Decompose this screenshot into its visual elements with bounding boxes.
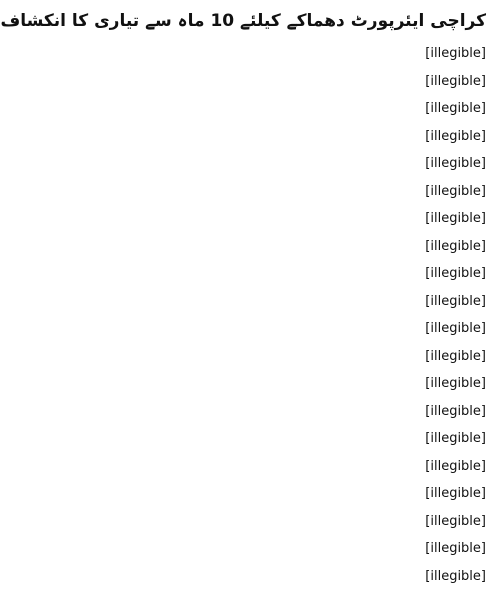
article-line: [illegible] [425,321,486,336]
article-line: [illegible] [425,266,486,281]
article-line: [illegible] [425,486,486,501]
article-line: [illegible] [425,431,486,446]
article-line: [illegible] [425,211,486,226]
article-line: [illegible] [425,541,486,556]
article-line: [illegible] [425,403,486,419]
article-line: [illegible] [425,513,486,529]
article-body [69,40,486,590]
article-line: [illegible] [425,128,486,144]
article-line: [illegible] [425,376,486,391]
article-line: [illegible] [425,73,486,89]
article-line: [illegible] [425,293,486,309]
article-line: [illegible] [425,568,486,584]
article-headline: کراچی ایئرپورٹ دھماکے کیلئے 10 ماہ سے تیاری کا انکشاف [0,11,486,31]
article-line: [illegible] [425,46,486,61]
article-line: [illegible] [425,156,486,171]
article-line: [illegible] [425,101,486,116]
article-line: [illegible] [425,458,486,474]
article-line: [illegible] [425,183,486,199]
article-line: [illegible] [425,348,486,364]
article-line: [illegible] [425,238,486,254]
